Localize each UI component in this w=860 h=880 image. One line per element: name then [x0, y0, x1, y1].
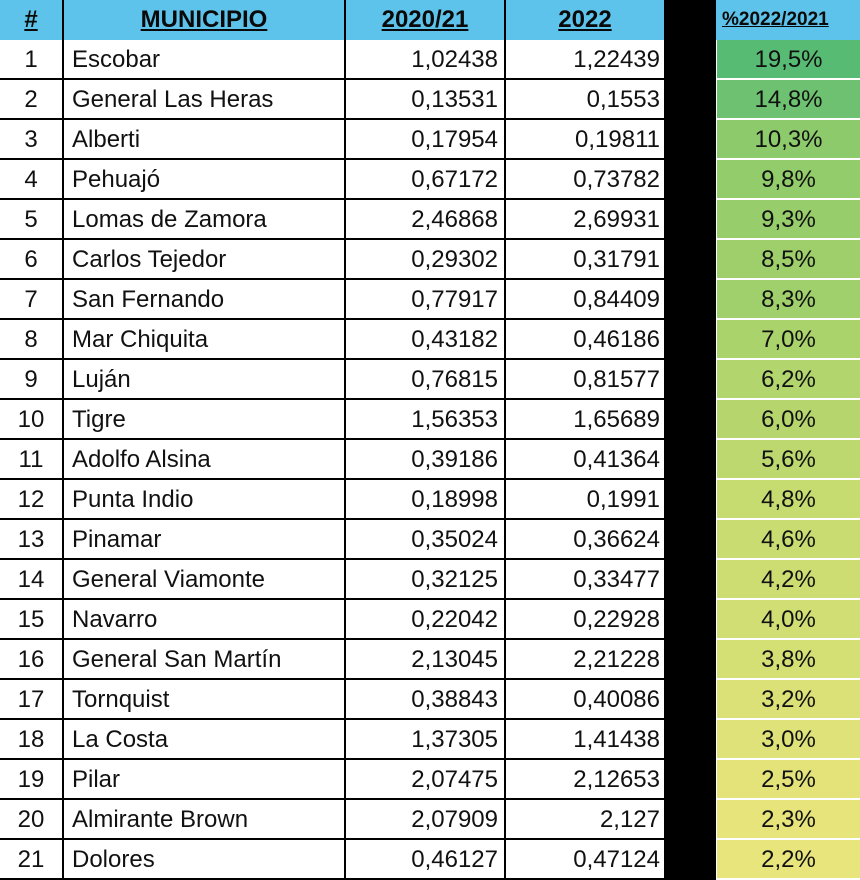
- row-number-cell[interactable]: 19: [0, 760, 64, 800]
- header-row: [0, 0, 860, 40]
- table-row: [0, 440, 860, 480]
- row-number-cell[interactable]: 8: [0, 320, 64, 360]
- table-row: [0, 760, 860, 800]
- header-num[interactable]: #: [0, 0, 64, 40]
- table-row: [0, 840, 860, 880]
- row-number-cell[interactable]: 14: [0, 560, 64, 600]
- header-pct-change[interactable]: %2022/2021: [716, 0, 860, 40]
- table-row: [0, 40, 860, 80]
- row-number-cell[interactable]: 17: [0, 680, 64, 720]
- pct-change-cell[interactable]: 3,8%: [716, 640, 860, 680]
- header-2022[interactable]: 2022: [506, 0, 666, 40]
- value-2020-21-cell[interactable]: 0,38843: [346, 680, 506, 720]
- row-number-cell[interactable]: 6: [0, 240, 64, 280]
- municipio-cell[interactable]: Tigre: [64, 400, 346, 440]
- value-2022-cell[interactable]: 1,65689: [506, 400, 666, 440]
- separator-cell: [666, 40, 716, 80]
- separator-cell: [666, 560, 716, 600]
- municipio-cell[interactable]: Luján: [64, 360, 346, 400]
- value-2022-cell[interactable]: 0,1553: [506, 80, 666, 120]
- municipio-cell[interactable]: Adolfo Alsina: [64, 440, 346, 480]
- value-2020-21-cell[interactable]: 0,29302: [346, 240, 506, 280]
- municipio-cell[interactable]: Lomas de Zamora: [64, 200, 346, 240]
- separator-cell: [666, 280, 716, 320]
- value-2020-21-cell[interactable]: 2,13045: [346, 640, 506, 680]
- value-2022-cell[interactable]: 0,41364: [506, 440, 666, 480]
- header-municipio[interactable]: MUNICIPIO: [64, 0, 346, 40]
- separator-column: [666, 0, 716, 40]
- pct-change-cell[interactable]: 14,8%: [716, 80, 860, 120]
- table-row: [0, 80, 860, 120]
- table-row: [0, 600, 860, 640]
- value-2020-21-cell[interactable]: 2,46868: [346, 200, 506, 240]
- value-2020-21-cell[interactable]: 0,76815: [346, 360, 506, 400]
- value-2020-21-cell[interactable]: 1,37305: [346, 720, 506, 760]
- value-2022-cell[interactable]: 0,22928: [506, 600, 666, 640]
- value-2022-cell[interactable]: 0,73782: [506, 160, 666, 200]
- value-2022-cell[interactable]: 0,46186: [506, 320, 666, 360]
- municipio-cell[interactable]: Pilar: [64, 760, 346, 800]
- municipio-cell[interactable]: Punta Indio: [64, 480, 346, 520]
- separator-cell: [666, 160, 716, 200]
- row-number-cell[interactable]: 12: [0, 480, 64, 520]
- table-row: [0, 280, 860, 320]
- separator-cell: [666, 480, 716, 520]
- value-2020-21-cell[interactable]: 0,22042: [346, 600, 506, 640]
- row-number-cell[interactable]: 16: [0, 640, 64, 680]
- separator-cell: [666, 440, 716, 480]
- value-2020-21-cell[interactable]: 0,17954: [346, 120, 506, 160]
- row-number-cell[interactable]: 1: [0, 40, 64, 80]
- value-2020-21-cell[interactable]: 0,32125: [346, 560, 506, 600]
- pct-change-cell[interactable]: 9,3%: [716, 200, 860, 240]
- pct-change-cell[interactable]: 3,2%: [716, 680, 860, 720]
- pct-change-cell[interactable]: 5,6%: [716, 440, 860, 480]
- municipio-cell[interactable]: Dolores: [64, 840, 346, 880]
- table-row: [0, 240, 860, 280]
- row-number-cell[interactable]: 21: [0, 840, 64, 880]
- pct-change-cell[interactable]: 8,5%: [716, 240, 860, 280]
- pct-change-cell[interactable]: 6,0%: [716, 400, 860, 440]
- header-2020-21[interactable]: 2020/21: [346, 0, 506, 40]
- municipio-cell[interactable]: Carlos Tejedor: [64, 240, 346, 280]
- pct-change-cell[interactable]: 6,2%: [716, 360, 860, 400]
- value-2020-21-cell[interactable]: 0,43182: [346, 320, 506, 360]
- separator-cell: [666, 640, 716, 680]
- pct-change-cell[interactable]: 9,8%: [716, 160, 860, 200]
- table-row: [0, 360, 860, 400]
- row-number-cell[interactable]: 18: [0, 720, 64, 760]
- pct-change-cell[interactable]: 4,8%: [716, 480, 860, 520]
- table-row: [0, 560, 860, 600]
- value-2022-cell[interactable]: 2,127: [506, 800, 666, 840]
- value-2022-cell[interactable]: 0,31791: [506, 240, 666, 280]
- pct-change-cell[interactable]: 2,3%: [716, 800, 860, 840]
- value-2022-cell[interactable]: 0,19811: [506, 120, 666, 160]
- pct-change-cell[interactable]: 4,0%: [716, 600, 860, 640]
- separator-cell: [666, 800, 716, 840]
- separator-cell: [666, 200, 716, 240]
- pct-change-cell[interactable]: 3,0%: [716, 720, 860, 760]
- table-row: [0, 800, 860, 840]
- table-row: [0, 720, 860, 760]
- pct-change-cell[interactable]: 19,5%: [716, 40, 860, 80]
- value-2020-21-cell[interactable]: 0,67172: [346, 160, 506, 200]
- table-row: [0, 160, 860, 200]
- value-2022-cell[interactable]: 0,1991: [506, 480, 666, 520]
- table-row: [0, 120, 860, 160]
- row-number-cell[interactable]: 11: [0, 440, 64, 480]
- municipio-cell[interactable]: Pinamar: [64, 520, 346, 560]
- separator-cell: [666, 400, 716, 440]
- pct-change-cell[interactable]: 7,0%: [716, 320, 860, 360]
- separator-cell: [666, 80, 716, 120]
- pct-change-cell[interactable]: 8,3%: [716, 280, 860, 320]
- row-number-cell[interactable]: 13: [0, 520, 64, 560]
- separator-cell: [666, 240, 716, 280]
- value-2022-cell[interactable]: 1,41438: [506, 720, 666, 760]
- row-number-cell[interactable]: 9: [0, 360, 64, 400]
- pct-change-cell[interactable]: 2,5%: [716, 760, 860, 800]
- separator-cell: [666, 360, 716, 400]
- table-row: [0, 400, 860, 440]
- value-2022-cell[interactable]: 2,69931: [506, 200, 666, 240]
- value-2020-21-cell[interactable]: 0,77917: [346, 280, 506, 320]
- value-2022-cell[interactable]: 2,12653: [506, 760, 666, 800]
- value-2020-21-cell[interactable]: 0,35024: [346, 520, 506, 560]
- value-2022-cell[interactable]: 0,81577: [506, 360, 666, 400]
- separator-cell: [666, 600, 716, 640]
- value-2020-21-cell[interactable]: 0,13531: [346, 80, 506, 120]
- value-2020-21-cell[interactable]: 2,07909: [346, 800, 506, 840]
- municipio-cell[interactable]: Tornquist: [64, 680, 346, 720]
- separator-cell: [666, 760, 716, 800]
- value-2020-21-cell[interactable]: 0,18998: [346, 480, 506, 520]
- table-row: [0, 640, 860, 680]
- value-2022-cell[interactable]: 1,22439: [506, 40, 666, 80]
- municipio-cell[interactable]: Mar Chiquita: [64, 320, 346, 360]
- row-number-cell[interactable]: 10: [0, 400, 64, 440]
- value-2022-cell[interactable]: 0,40086: [506, 680, 666, 720]
- separator-cell: [666, 320, 716, 360]
- pct-change-cell[interactable]: 10,3%: [716, 120, 860, 160]
- table-row: [0, 320, 860, 360]
- pct-change-cell[interactable]: 4,6%: [716, 520, 860, 560]
- pct-change-cell[interactable]: 2,2%: [716, 840, 860, 880]
- value-2022-cell[interactable]: 0,84409: [506, 280, 666, 320]
- municipio-cell[interactable]: Pehuajó: [64, 160, 346, 200]
- row-number-cell[interactable]: 4: [0, 160, 64, 200]
- municipio-cell[interactable]: Navarro: [64, 600, 346, 640]
- table-row: [0, 480, 860, 520]
- value-2020-21-cell[interactable]: 2,07475: [346, 760, 506, 800]
- separator-cell: [666, 840, 716, 880]
- municipio-cell[interactable]: General Las Heras: [64, 80, 346, 120]
- value-2022-cell[interactable]: 2,21228: [506, 640, 666, 680]
- separator-cell: [666, 720, 716, 760]
- value-2022-cell[interactable]: 0,36624: [506, 520, 666, 560]
- municipio-cell[interactable]: Alberti: [64, 120, 346, 160]
- municipio-cell[interactable]: Escobar: [64, 40, 346, 80]
- value-2020-21-cell[interactable]: 0,46127: [346, 840, 506, 880]
- municipio-cell[interactable]: Almirante Brown: [64, 800, 346, 840]
- value-2020-21-cell[interactable]: 1,02438: [346, 40, 506, 80]
- table-row: [0, 520, 860, 560]
- row-number-cell[interactable]: 5: [0, 200, 64, 240]
- municipio-cell[interactable]: San Fernando: [64, 280, 346, 320]
- separator-cell: [666, 680, 716, 720]
- row-number-cell[interactable]: 3: [0, 120, 64, 160]
- separator-cell: [666, 520, 716, 560]
- municipio-cell[interactable]: General Viamonte: [64, 560, 346, 600]
- separator-cell: [666, 120, 716, 160]
- row-number-cell[interactable]: 7: [0, 280, 64, 320]
- value-2022-cell[interactable]: 0,47124: [506, 840, 666, 880]
- table-row: [0, 200, 860, 240]
- value-2020-21-cell[interactable]: 0,39186: [346, 440, 506, 480]
- pct-change-cell[interactable]: 4,2%: [716, 560, 860, 600]
- value-2022-cell[interactable]: 0,33477: [506, 560, 666, 600]
- table-row: [0, 680, 860, 720]
- row-number-cell[interactable]: 15: [0, 600, 64, 640]
- municipio-cell[interactable]: General San Martín: [64, 640, 346, 680]
- row-number-cell[interactable]: 20: [0, 800, 64, 840]
- row-number-cell[interactable]: 2: [0, 80, 64, 120]
- municipio-cell[interactable]: La Costa: [64, 720, 346, 760]
- value-2020-21-cell[interactable]: 1,56353: [346, 400, 506, 440]
